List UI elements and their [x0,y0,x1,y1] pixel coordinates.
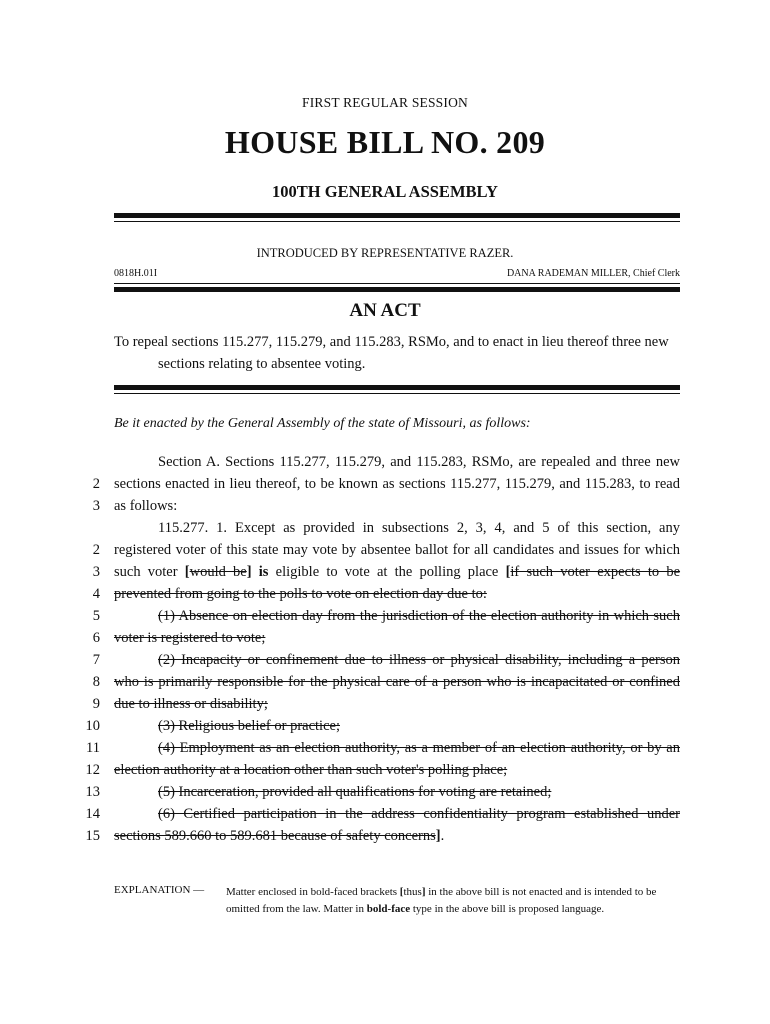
act-title-line-2: sections relating to absentee voting. [158,356,366,372]
struck-text: (2) Incapacity or confinement due to illness or physical disability, including a person [158,652,680,668]
bill-text-line: registered voter of this state may vote by absentee ballot for all candidates and issues for which [114,542,680,558]
bill-text-line [114,583,680,605]
line-number: 5 [92,608,100,624]
bill-text-line [114,759,680,781]
bill-text-line [114,693,680,715]
bill-text-line: such voter [would be] is eligible to vote at the polling place [if such voter expects to be [114,564,681,580]
struck-text: (6) Certified participation in the address confidentiality program established under [158,806,680,822]
struck-text: prevented from going to the polls to vote on election day due to: [114,586,487,602]
bill-text-line [114,627,680,649]
line-number: 13 [85,784,100,800]
bill-text-line: sections 589.660 to 589.681 because of safety concerns]. [114,828,445,844]
enacting-clause: Be it enacted by the General Assembly of the state of Missouri, as follows: [114,416,531,431]
document-code: 0818H.01I [114,268,158,279]
line-number: 4 [92,586,100,602]
introduced-by: INTRODUCED BY REPRESENTATIVE RAZER. [256,246,514,260]
struck-text: if such voter expects to be [510,564,681,580]
bill-text-line [114,605,680,627]
section-a-line: Section A. Sections 115.277, 115.279, and 115.283, RSMo, are repealed and three new [158,454,680,470]
line-number: 8 [92,674,100,690]
bill-text-line [114,781,680,803]
line-number: 3 [92,498,100,514]
struck-text: (1) Absence on election day from the jurisdiction of the election authority in which such [158,608,680,624]
divider-thin [114,221,680,222]
line-number: 11 [86,740,100,756]
bill-text-line [114,803,680,825]
bill-title: HOUSE BILL NO. 209 [224,124,546,160]
bill-text-line: who is primarily responsible for the physical care of a person who is incapacitated or confined [114,674,680,690]
bill-text-line [114,649,680,671]
struck-text: due to illness or disability; [114,696,268,712]
struck-text: (3) Religious belief or practice; [158,718,340,734]
divider-heavy [114,213,680,218]
inserted-text: is [251,564,269,580]
line-number: 15 [85,828,100,844]
line-number: 10 [85,718,100,734]
struck-text: sections 589.660 to 589.681 because of safety concerns [114,828,436,844]
struck-text: (4) Employment as an election authority, as a member of an election authority, or by an [158,740,680,756]
line-number: 6 [92,630,100,646]
session-label: FIRST REGULAR SESSION [302,95,468,110]
line-number: 3 [92,564,100,580]
line-number: 2 [92,476,100,492]
explanation-label: EXPLANATION — [114,884,205,896]
section-a-line: as follows: [114,498,178,514]
struck-text: (5) Incarceration, provided all qualifications for voting are retained; [158,784,552,800]
divider-thin [114,393,680,394]
act-title-line-1: To repeal sections 115.277, 115.279, and 115.283, RSMo, and to enact in lieu thereof three new [114,334,669,350]
struck-text: voter is registered to vote; [114,630,266,646]
divider-heavy [114,385,680,390]
section-a-line: sections enacted in lieu thereof, to be known as sections 115.277, 115.279, and 115.283, to read [114,476,680,492]
line-number: 9 [92,696,100,712]
struck-text: would be [189,564,247,580]
line-number: 12 [85,762,100,778]
bill-text-line [114,715,680,737]
act-heading: AN ACT [349,300,421,321]
chief-clerk: DANA RADEMAN MILLER, Chief Clerk [506,268,680,279]
divider-heavy [114,287,680,292]
assembly-label: 100TH GENERAL ASSEMBLY [272,182,498,201]
line-number: 2 [92,542,100,558]
bill-text-line [114,737,680,759]
line-number: 7 [92,652,100,668]
divider-thin [114,283,680,284]
struck-text: election authority at a location other than such voter's polling place; [114,762,508,778]
bill-text-line: 115.277. 1. Except as provided in subsections 2, 3, 4, and 5 of this section, any [158,520,680,536]
line-number: 14 [85,806,100,822]
explanation-text: Matter enclosed in bold-faced brackets [thus] in the above bill is not enacted and is intended to be omitted from the law. Matter in bold-face type in the above bill is proposed language. [226,886,657,915]
